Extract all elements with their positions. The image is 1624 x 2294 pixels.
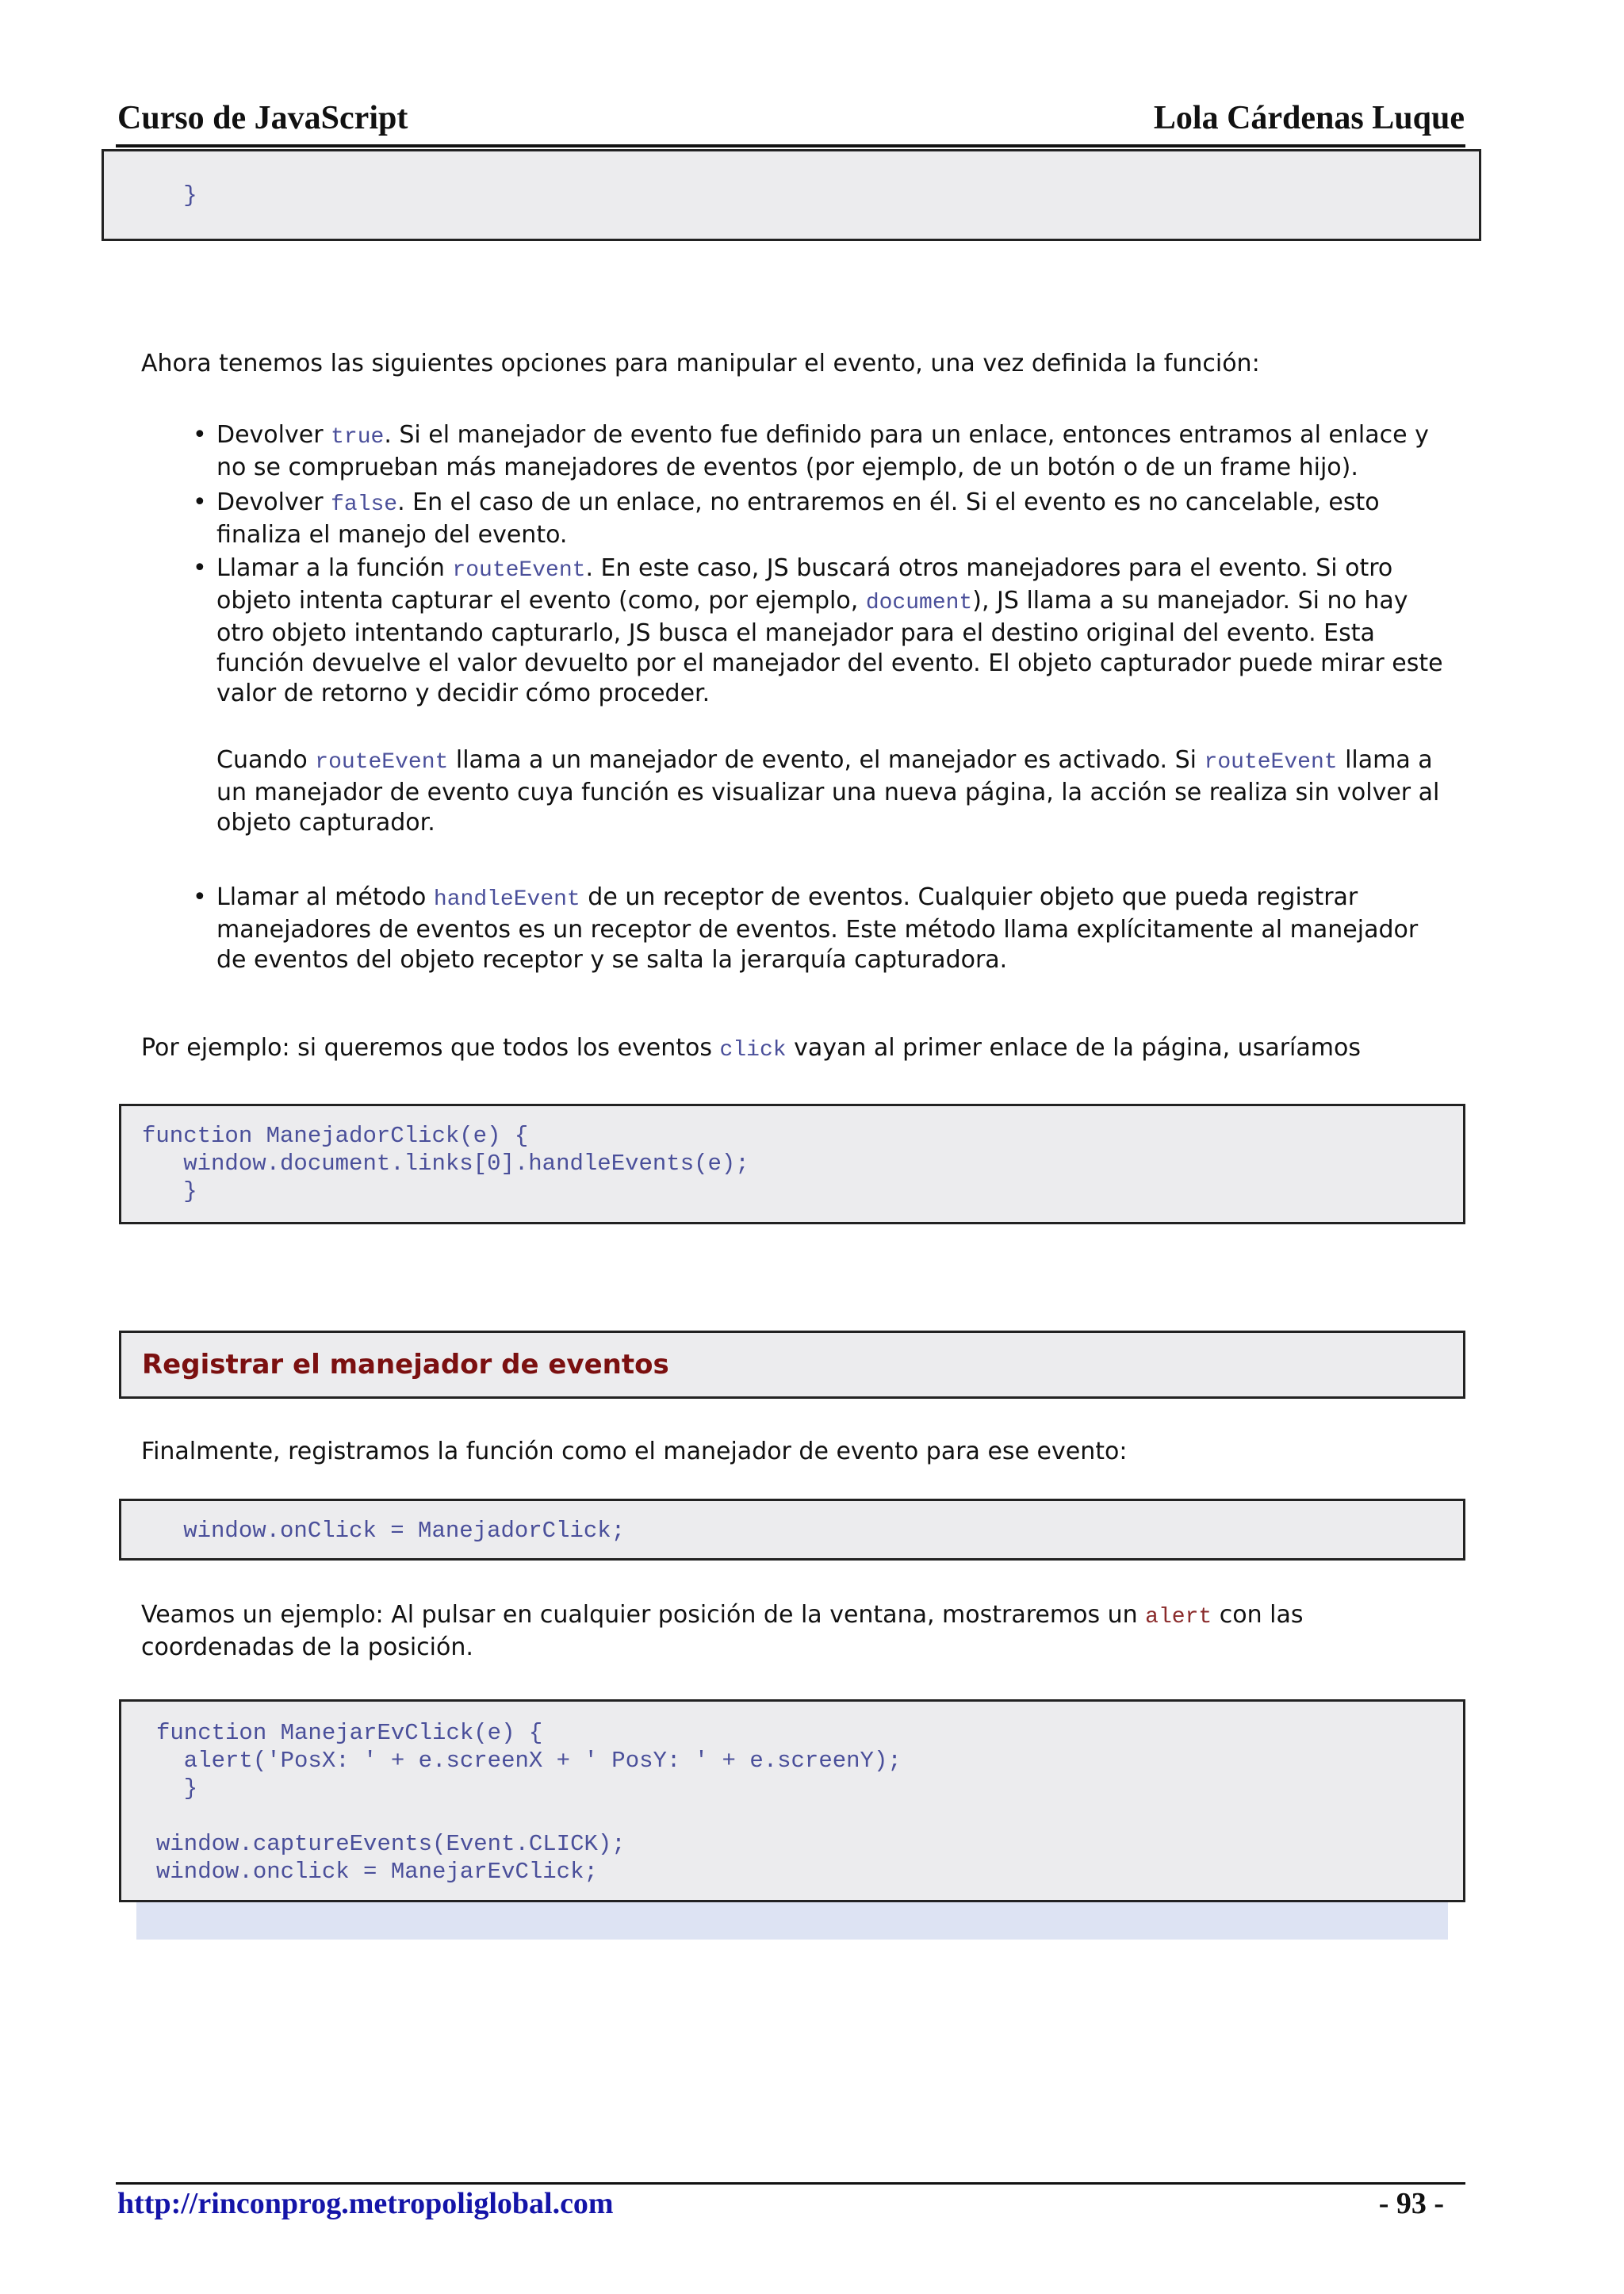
section-title: Registrar el manejador de eventos — [142, 1349, 669, 1381]
example-paragraph: Por ejemplo: si queremos que todos los eventos click vayan al primer enlace de la página, usaríamos — [141, 1034, 1361, 1063]
options-list — [163, 420, 1448, 975]
inline-code: routeEvent — [315, 750, 449, 775]
inline-code: routeEvent — [452, 558, 586, 583]
inline-code: routeEvent — [1204, 750, 1338, 775]
footer-rule — [116, 2182, 1465, 2185]
code-box-3 — [119, 1699, 1465, 1902]
code-box-1 — [119, 1104, 1465, 1224]
inline-code: false — [331, 492, 398, 517]
header-author: Lola Cárdenas Luque — [1153, 100, 1465, 136]
list-item-note: Cuando routeEvent llama a un manejador de evento, el manejador es activado. Si routeEvent llama a un manejador de evento cuya función es visualizar una nueva página, la acción se realiza sin volver al objeto capturador. — [216, 746, 1440, 837]
list-item: • Llamar al método handleEvent de un receptor de eventos. Cualquier objeto que pueda registrar manejadores de eventos es un receptor de eventos. Este método llama explícitamente al manejador de eventos del objeto receptor y se salta la jerarquía capturadora. — [193, 883, 1419, 974]
list-item: • Devolver false. En el caso de un enlace, no entraremos en él. Si el evento es no cancelable, esto finaliza el manejo del evento. — [193, 488, 1380, 549]
code-block-2: window.onClick = ManejadorClick; — [142, 1518, 626, 1544]
code-top: } — [142, 182, 197, 209]
list-item: • Llamar a la función routeEvent. En este caso, JS buscará otros manejadores para el evento. Si otro objeto intenta capturar el evento (como, por ejemplo, document), JS llama a su manejador. Si no hay otro objeto intentando capturarlo, JS busca el manejador para el destino original del evento. Esta función devuelve el valor devuelto por el manejador del evento. El objeto capturador puede mirar este valor de retorno y decidir cómo proceder. — [193, 554, 1443, 707]
inline-code: handleEvent — [433, 887, 580, 912]
inline-code: alert — [1145, 1605, 1212, 1630]
header-title: Curso de JavaScript — [117, 100, 408, 136]
header-rule — [116, 144, 1465, 147]
code-box-2 — [119, 1499, 1465, 1561]
list-item: • Devolver true. Si el manejador de evento fue definido para un enlace, entonces entramos al enlace y no se comprueban más manejadores de eventos (por ejemplo, de un botón o de un frame hijo). — [193, 421, 1429, 481]
inline-code: click — [719, 1038, 787, 1063]
code-block-3: function ManejarEvClick(e) { alert('PosX: ' + e.screenX + ' PosY: ' + e.screenY); } window.captureEvents(Event.CLICK); window.onclick = ManejarEvClick; — [156, 1720, 902, 1885]
page-number: - 93 - — [1378, 2187, 1444, 2220]
code-block-1: function ManejadorClick(e) { window.document.links[0].handleEvents(e); } — [142, 1123, 749, 1204]
section-heading-box — [119, 1331, 1465, 1399]
footer-link[interactable]: http://rinconprog.metropoliglobal.com — [117, 2187, 614, 2220]
veamos-paragraph: Veamos un ejemplo: Al pulsar en cualquier posición de la ventana, mostraremos un alert con las coordenadas de la posición. — [141, 1601, 1304, 1661]
inline-code: document — [865, 591, 973, 615]
code-box-top — [102, 149, 1481, 241]
finally-paragraph: Finalmente, registramos la función como el manejador de evento para ese evento: — [141, 1438, 1128, 1465]
intro-paragraph: Ahora tenemos las siguientes opciones para manipular el evento, una vez definida la función: — [141, 350, 1260, 377]
inline-code: true — [331, 425, 385, 450]
